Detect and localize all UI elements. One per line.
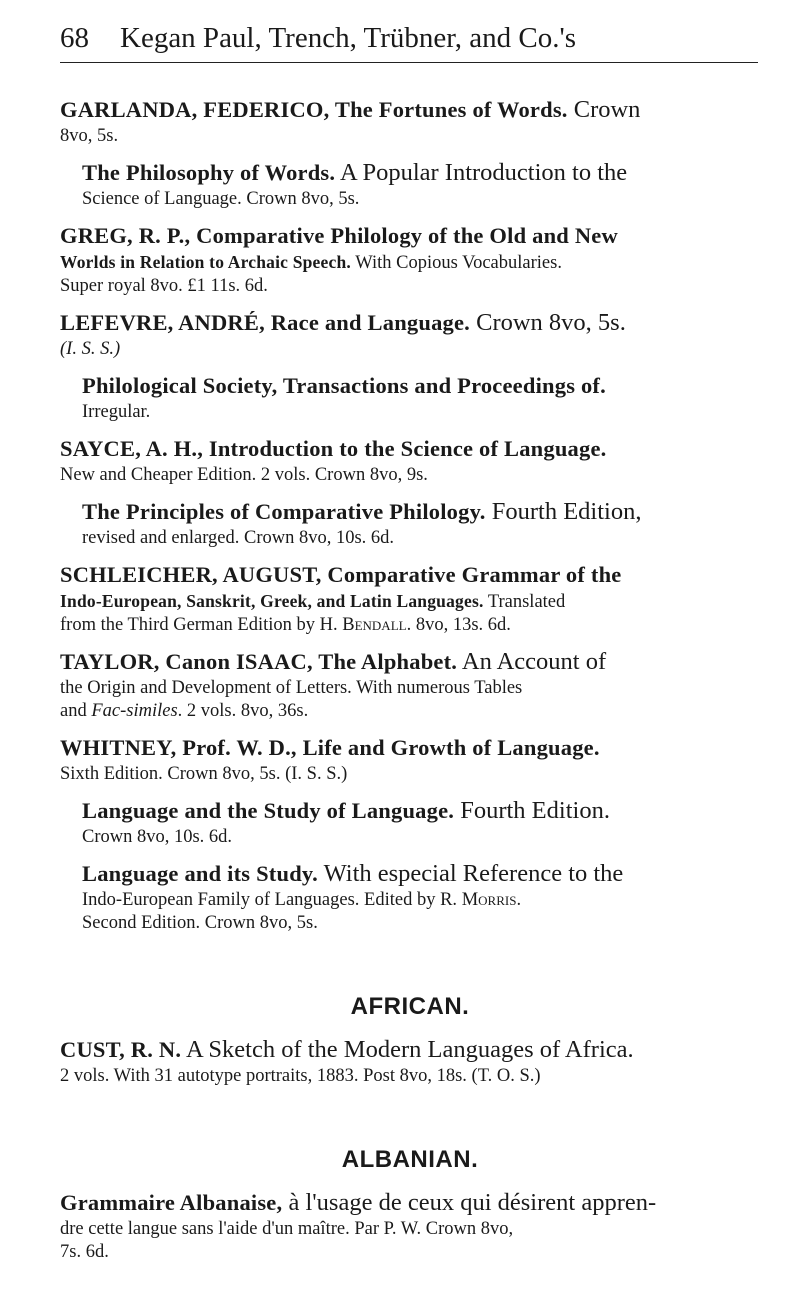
entry-garlanda: GARLANDA, FEDERICO, The Fortunes of Words. Crown 8vo, 5s. (60, 96, 641, 146)
entry-language-and-its-study: Language and its Study. With especial Reference to the Indo-European Family of Languages. Edited by R. Morris. Second Edition. Crown 8vo, 5s. (82, 860, 624, 933)
page-number: 68 (60, 22, 89, 54)
entry-whitney: WHITNEY, Prof. W. D., Life and Growth of Language. Sixth Edition. Crown 8vo, 5s. (I. S. S.) (60, 735, 600, 784)
running-header (60, 20, 758, 56)
entry-grammaire-albanaise: Grammaire Albanaise, à l'usage de ceux qui désirent appren- dre cette langue sans l'aide d'un maître. Par P. W. Crown 8vo, 7s. 6d. (60, 1189, 657, 1262)
entry-schleicher: SCHLEICHER, AUGUST, Comparative Grammar of the Indo-European, Sanskrit, Greek, and Latin Languages. Translated from the Third German Edition by H. Bendall. 8vo, 13s. 6d. (60, 562, 622, 635)
section-heading-albanian: ALBANIAN. (341, 1146, 479, 1173)
catalogue-listing (60, 95, 760, 1264)
entry-sayce: SAYCE, A. H., Introduction to the Science of Language. New and Cheaper Edition. 2 vols. Crown 8vo, 9s. (60, 436, 607, 485)
running-title: Kegan Paul, Trench, Trübner, and Co.'s (120, 22, 576, 54)
entry-philological-society: Philological Society, Transactions and Proceedings of. Irregular. (82, 373, 606, 422)
entry-principles-comparative-philology: The Principles of Comparative Philology. Fourth Edition, revised and enlarged. Crown 8vo, 10s. 6d. (82, 498, 642, 548)
entry-greg: GREG, R. P., Comparative Philology of the Old and New Worlds in Relation to Archaic Speech. With Copious Vocabularies. Super royal 8vo. £1 11s. 6d. (60, 223, 618, 296)
section-heading-african: AFRICAN. (350, 993, 470, 1020)
header-rule (60, 62, 758, 63)
entry-taylor: TAYLOR, Canon ISAAC, The Alphabet. An Account of the Origin and Development of Letters. With numerous Tables and Fac-similes. 2 vols. 8vo, 36s. (60, 648, 607, 721)
entry-language-and-study: Language and the Study of Language. Fourth Edition. Crown 8vo, 10s. 6d. (82, 797, 610, 847)
entry-cust: CUST, R. N. A Sketch of the Modern Languages of Africa. 2 vols. With 31 autotype portraits, 1883. Post 8vo, 18s. (T. O. S.) (60, 1036, 634, 1086)
entry-lefevre: LEFEVRE, ANDRÉ, Race and Language. Crown 8vo, 5s. (I. S. S.) (60, 309, 626, 359)
entry-philosophy-of-words: The Philosophy of Words. A Popular Introduction to the Science of Language. Crown 8vo, 5s. (82, 159, 628, 209)
